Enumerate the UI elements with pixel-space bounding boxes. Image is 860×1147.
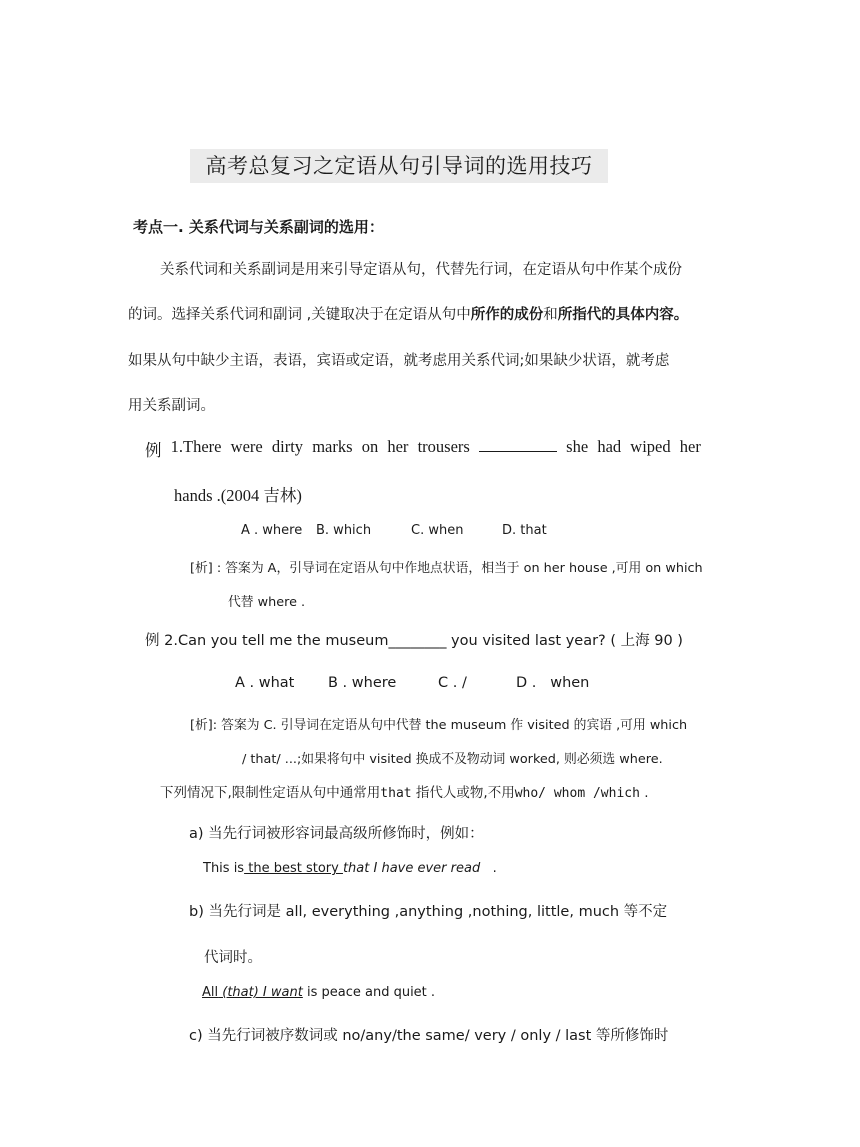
case-a-example-antecedent: the best story (244, 861, 343, 876)
example-2-question-start: 例 2.Can you tell me the museum (145, 633, 389, 649)
case-b-example-end: is peace and quiet . (302, 985, 436, 1000)
ex1-word: had (597, 437, 622, 456)
example-1-analysis: [析] : 答案为 A，引导词在定语从句中作地点状语，相当于 on her house ,可用 on which (190, 561, 703, 576)
that-rule-end: . (639, 785, 649, 801)
that-code: that (380, 786, 412, 801)
ex1-word: her (679, 437, 701, 456)
example-1-question (145, 437, 701, 461)
case-a-example (203, 861, 497, 876)
ex1-word: dirty (271, 437, 304, 456)
intro-bold-role: 所作的成份 (470, 307, 544, 323)
example-2-option-a: A . what (235, 675, 295, 691)
example-2-question-end: you visited last year? ( 上海 90 ) (446, 633, 683, 649)
intro-line-2-and: 和 (543, 307, 558, 323)
case-a-label: a) 当先行词被形容词最高级所修饰时，例如： (189, 826, 484, 842)
ex1-word: wiped (630, 437, 671, 456)
example-1-option-c: C. when (411, 523, 464, 538)
section-heading: 考点一. 关系代词与关系副词的选用： (133, 218, 384, 236)
intro-line-1: 关系代词和关系副词是用来引导定语从句，代替先行词，在定语从句中作某个成份 (160, 262, 682, 278)
case-b-label-cont: 代词时。 (204, 950, 262, 966)
example-2-analysis-cont: / that/ ...;如果将句中 visited 换成不及物动词 worked, 则必须选 where. (242, 752, 663, 767)
example-2-question (145, 629, 683, 650)
intro-line-4: 用关系副词。 (128, 398, 215, 414)
example-2-option-b: B . where (328, 675, 397, 691)
ex1-word: were (230, 437, 263, 456)
that-rule (160, 781, 649, 801)
example-1-analysis-cont: 代替 where . (228, 595, 306, 610)
case-b-example-clause: (that) I want (218, 985, 303, 1000)
alternatives-code: who/ whom /which (514, 786, 640, 801)
ex1-word: she (566, 437, 589, 456)
example-2-option-d: D . when (516, 675, 590, 691)
case-b-label: b) 当先行词是 all, everything ,anything ,nothing, little, much 等不定 (189, 904, 668, 920)
case-b-example (202, 985, 435, 1000)
case-a-example-end: . (480, 861, 497, 876)
that-rule-text: 下列情况下,限制性定语从句中通常用 (160, 785, 381, 801)
ex1-word: her (387, 437, 409, 456)
example-2-option-c: C . / (438, 675, 467, 691)
case-a-example-plain: This is (203, 861, 245, 876)
example-2-analysis: [析]: 答案为 C. 引导词在定语从句中代替 the museum 作 visited 的宾语 ,可用 which (190, 718, 688, 733)
example-1-option-d: D. that (502, 523, 547, 538)
ex1-word: 1.There (170, 437, 222, 456)
intro-line-2-text: 的词。选择关系代词和副词 ,关键取决于在定语从句中 (128, 307, 471, 323)
answer-blank: ________ (388, 633, 447, 649)
case-a-example-clause: that I have ever read (342, 861, 481, 876)
case-b-example-antecedent: All (202, 985, 219, 1000)
answer-blank (479, 437, 557, 452)
case-c-label: c) 当先行词被序数词或 no/any/the same/ very / only / last 等所修饰时 (189, 1028, 669, 1044)
page-title: 高考总复习之定语从句引导词的选用技巧 (190, 149, 608, 183)
ex1-word: marks (312, 437, 353, 456)
example-1-option-a: A . where (241, 523, 303, 538)
that-rule-text-2: 指代人或物,不用 (411, 785, 515, 801)
intro-line-2 (128, 303, 688, 324)
intro-line-3: 如果从句中缺少主语，表语，宾语或定语，就考虑用关系代词;如果缺少状语，就考虑 (128, 353, 670, 369)
example-1-source: hands .(2004 吉林) (174, 486, 302, 505)
example-1-option-b: B. which (316, 523, 372, 538)
ex1-word: trousers (417, 437, 470, 456)
ex1-word: 例 (145, 441, 162, 460)
ex1-word: on (361, 437, 379, 456)
intro-bold-content: 所指代的具体内容。 (557, 307, 689, 323)
